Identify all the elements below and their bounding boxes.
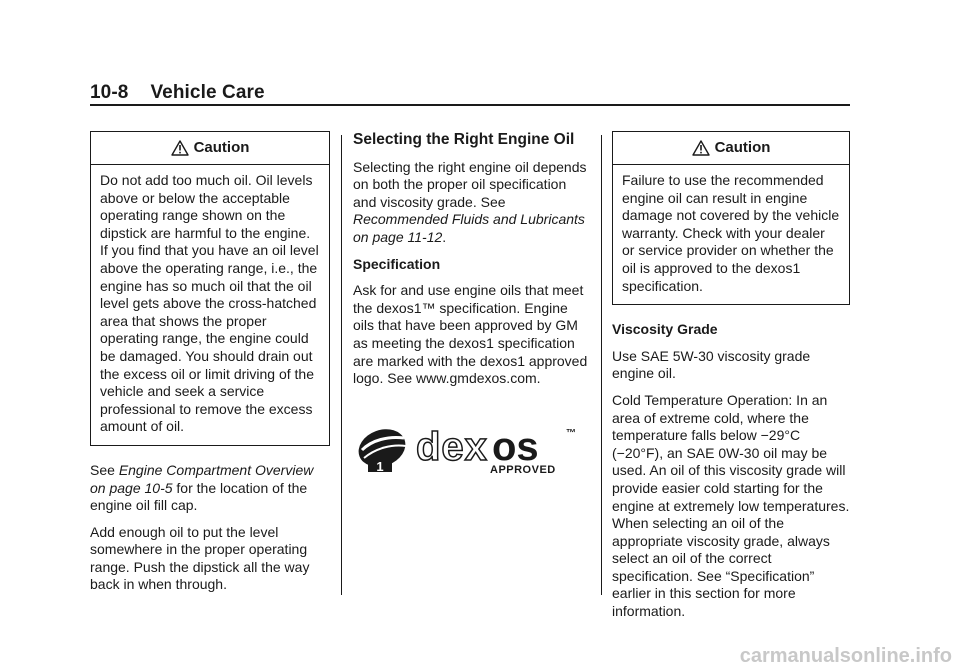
paragraph [90,462,330,515]
logo-approved: APPROVED [490,464,556,476]
section-heading: Selecting the Right Engine Oil [353,131,575,148]
logo-word-os: os [492,425,539,469]
paragraph: Use SAE 5W-30 viscosity grade engine oil. [612,347,811,382]
badge-digit: 1 [376,459,384,474]
text: See [90,461,119,478]
paragraph: Add enough oil to put the level somewhere in the proper operating range. Push the dipstick all the way back in when through. [90,523,310,593]
paragraph: Ask for and use engine oils that meet the dexos1™ specification. Engine oils that have been approved by GM as meeting the dexos1 specification are marked with the dexos1 approved logo. See www.gmdexos.com. [353,282,588,387]
text: . [442,228,447,245]
logo-trademark: ™ [566,428,576,439]
page-header [90,82,850,104]
subheading: Specification [353,255,441,272]
caution-box-2 [612,131,850,305]
page-number: 10-8 [90,82,129,103]
watermark: carmanualsonline.info [739,645,952,667]
warning-triangle-icon [171,140,189,156]
paragraph [353,159,591,247]
caution-title: Caution [714,139,771,157]
dexos1-approved-logo [354,418,584,476]
logo-word-dex: dex [416,425,488,469]
header-rule [90,104,850,106]
column-1 [90,131,330,603]
caution-text: Failure to use the recommended engine oil can result in engine damage not covered by the vehicle warranty. Check with your dealer or service provider on whether the oil is approved to the dexos1 specification. [622,172,840,294]
column-2 [353,131,591,397]
text: Selecting the right engine oil depends on both the proper oil specification and viscosity grade. See [353,158,587,210]
cross-reference: Engine Compartment Overview on page 10-5 [90,461,314,496]
text: for the location of the engine oil fill cap. [90,479,308,514]
column-divider-1 [341,135,342,595]
column-3 [612,131,850,630]
section-title: Vehicle Care [150,82,265,103]
warning-triangle-icon [692,140,710,156]
cross-reference: Recommended Fluids and Lubricants on page 11-12 [353,211,585,245]
dexos-badge-icon [354,423,411,474]
subheading: Viscosity Grade [612,321,718,338]
caution-text: Do not add too much oil. Oil levels above or below the acceptable operating range shown on the dipstick are harmful to the engine. If you find that you have an oil level above the operating range, i.e., the engine has so much oil that the oil level gets above the cross-hatched area that shows the proper operating range, the engine could be damaged. You should drain out the excess oil or limit driving of the vehicle and seek a service professional to remove the excess amount of oil. [100,172,319,435]
column-divider-2 [601,135,602,595]
caution-title: Caution [193,139,250,157]
caution-header [91,132,329,165]
caution-header [613,132,849,165]
paragraph: Cold Temperature Operation: In an area of extreme cold, where the temperature falls below −29°C (−20°F), an SAE 0W-30 oil may be used. An oil of this viscosity grade will provide easier cold starting for the engine at extremely low temperatures. When selecting an oil of the appropriate viscosity grade, always select an oil of the correct specification. See “Specification” earlier in this section for more information. [612,391,850,620]
caution-box-1 [90,131,330,446]
header-title [90,82,850,104]
